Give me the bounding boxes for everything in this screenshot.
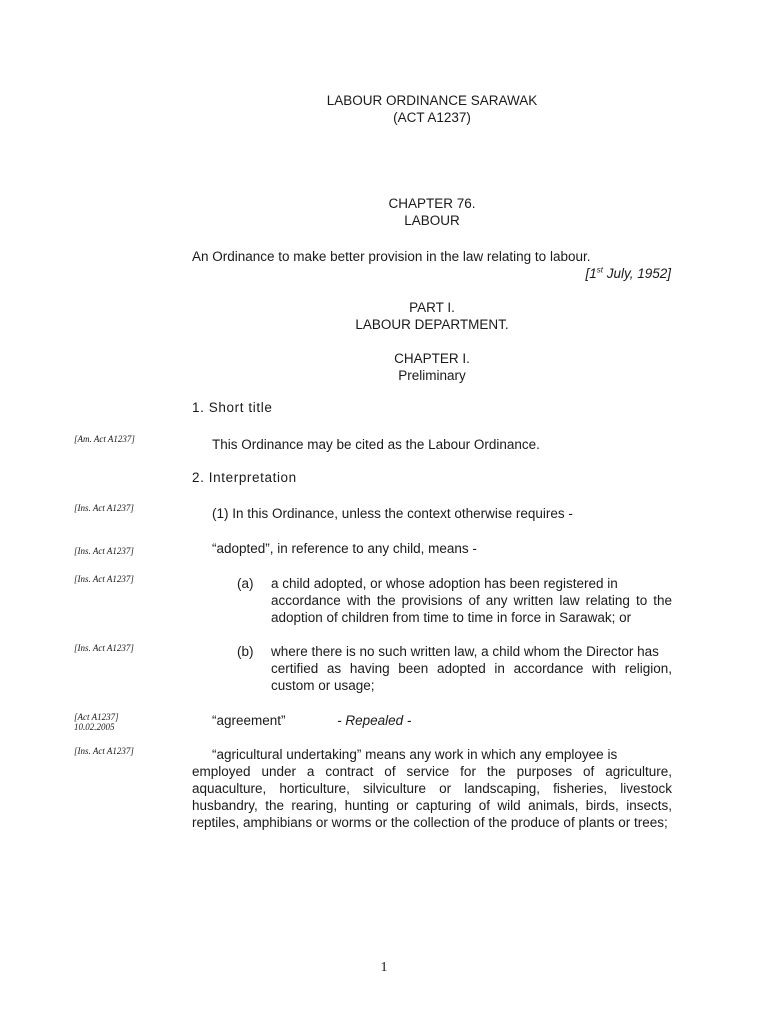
item-a	[237, 575, 672, 626]
item-b-first-line	[237, 643, 672, 660]
section-1-text: This Ordinance may be cited as the Labour Ordinance.	[212, 437, 540, 452]
margin-note-2: [Ins. Act A1237]	[74, 503, 134, 513]
item-b-line1: where there is no such written law, a child whom the Director has	[271, 644, 659, 659]
chapter-name: LABOUR	[404, 213, 460, 228]
margin-note-6-line-2: 10.02.2005	[74, 722, 115, 732]
item-a-label: (a)	[237, 576, 254, 591]
margin-note-1: [Am. Act A1237]	[74, 434, 135, 444]
agreement-term: “agreement”	[212, 713, 286, 728]
definition-adopted: “adopted”, in reference to any child, means -	[212, 541, 477, 556]
item-b-label: (b)	[237, 644, 254, 659]
part-name: LABOUR DEPARTMENT.	[355, 317, 509, 332]
item-b	[237, 643, 672, 694]
margin-note-6	[74, 712, 119, 732]
margin-note-6-line-1: [Act A1237]	[74, 712, 119, 722]
agreement-status: - Repealed -	[337, 713, 412, 728]
item-a-first-line	[237, 575, 672, 592]
page-number: 1	[380, 960, 388, 975]
definition-agricultural-undertaking	[192, 746, 672, 831]
item-a-continuation: accordance with the provisions of any written law relating to the adoption of children from time to time in force in Sarawak; or	[271, 593, 672, 625]
document-title	[192, 92, 672, 126]
margin-note-5: [Ins. Act A1237]	[74, 643, 134, 653]
date-prefix: [1	[585, 266, 597, 281]
date-superscript: st	[596, 265, 603, 275]
chapter-i-heading	[192, 350, 672, 384]
margin-note-7: [Ins. Act A1237]	[74, 746, 134, 756]
part-number: PART I.	[409, 300, 455, 315]
margin-note-4: [Ins. Act A1237]	[74, 574, 134, 584]
enactment-date	[192, 265, 671, 282]
definition-agreement	[212, 712, 672, 729]
margin-note-3: [Ins. Act A1237]	[74, 546, 134, 556]
preamble: An Ordinance to make better provision in the law relating to labour.	[192, 249, 591, 264]
chapter-i-number: CHAPTER I.	[394, 351, 470, 366]
section-2-heading: 2. Interpretation	[192, 470, 297, 485]
section-1-heading: 1. Short title	[192, 400, 273, 415]
agricultural-continuation: employed under a contract of service for the purposes of agriculture, aquaculture, horticulture, silviculture or landscaping, fisheries, livestock husbandry, the rearing, hunting or capturing of wild animals, birds, insects, reptiles, amphibians or worms or the collection of the produce of plants or trees;	[192, 764, 672, 830]
section-2-subsection-1: (1) In this Ordinance, unless the context otherwise requires -	[212, 506, 573, 521]
part-heading	[192, 299, 672, 333]
chapter-i-name: Preliminary	[398, 368, 466, 383]
chapter-number: CHAPTER 76.	[388, 196, 476, 211]
title-line-2: (ACT A1237)	[393, 110, 471, 125]
item-a-line1: a child adopted, or whose adoption has been registered in	[271, 576, 618, 591]
date-rest: July, 1952]	[602, 266, 671, 281]
item-b-continuation: certified as having been adopted in accordance with religion, custom or usage;	[271, 661, 672, 693]
chapter-heading	[192, 195, 672, 229]
agricultural-first-line: “agricultural undertaking” means any work in which any employee is	[212, 747, 618, 762]
title-line-1: LABOUR ORDINANCE SARAWAK	[326, 93, 538, 108]
